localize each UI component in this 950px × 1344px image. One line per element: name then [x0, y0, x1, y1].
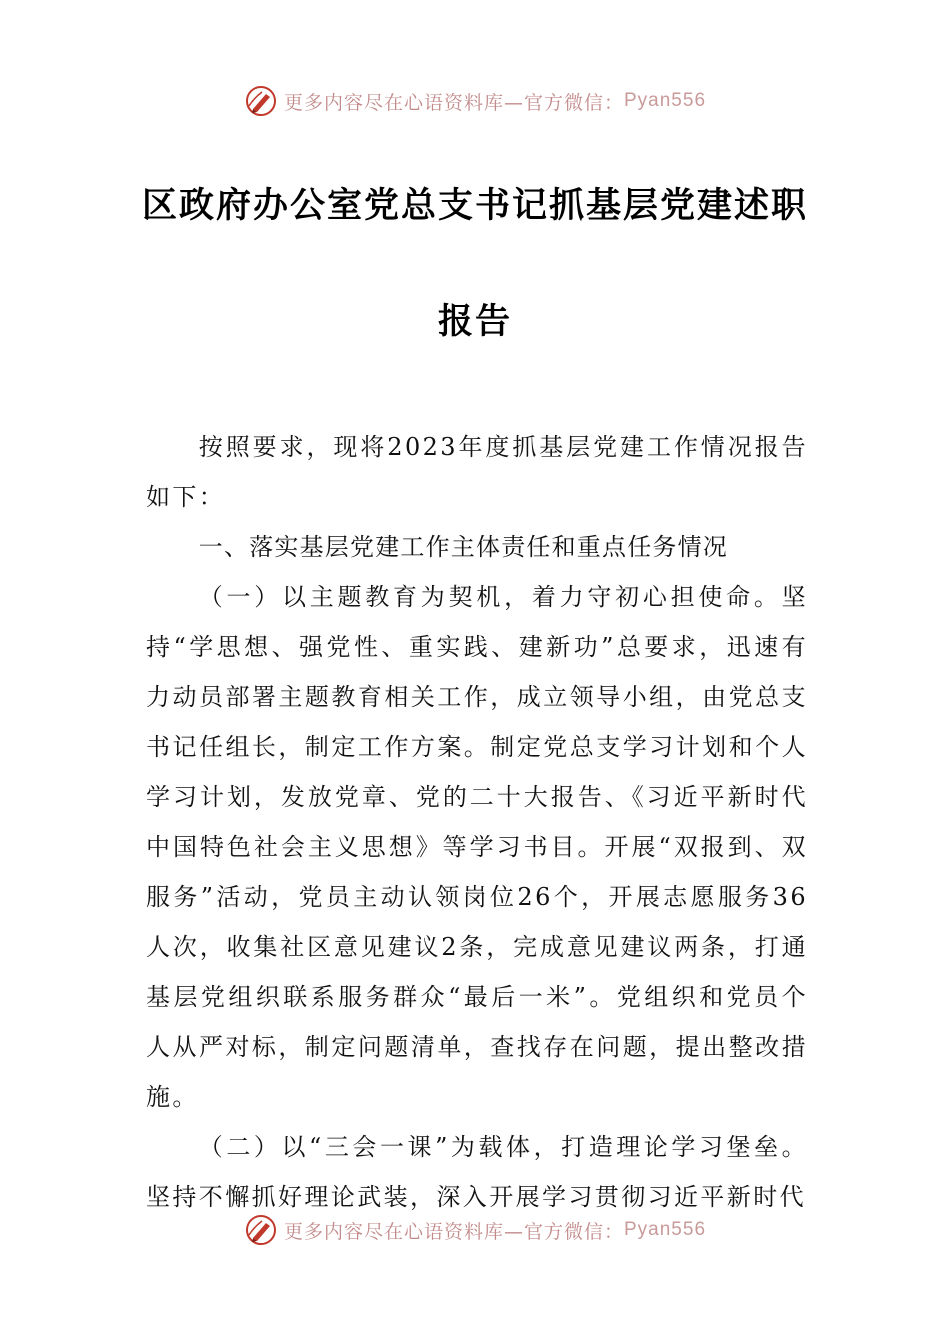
watermark-header: [0, 84, 950, 118]
document-body: [146, 422, 808, 1222]
document-title-line2: 报告: [437, 302, 512, 342]
watermark-wechat-id: Pyan556: [624, 1219, 707, 1240]
section-heading-1: 一、落实基层党建工作主体责任和重点任务情况: [198, 533, 728, 561]
paragraph-intro: 按照要求，现将2023年度抓基层党建工作情况报告如下：: [146, 433, 808, 511]
watermark-wechat-id: Pyan556: [624, 90, 707, 111]
paragraph-section-1-1: （一）以主题教育为契机，着力守初心担使命。坚持“学思想、强党性、重实践、建新功”总要求，迅速有力动员部署主题教育相关工作，成立领导小组，由党总支书记任组长，制定工作方案。制定党总支学习计划和个人学习计划，发放党章、党的二十大报告、《习近平新时代中国特色社会主义思想》等学习书目。开展“双报到、双服务”活动，党员主动认领岗位26个，开展志愿服务36人次，收集社区意见建议2条，完成意见建议两条，打通基层党组织联系服务群众“最后一米”。党组织和党员个人从严对标，制定问题清单，查找存在问题，提出整改措施。: [146, 583, 808, 1111]
document-title-line1: 区政府办公室党总支书记抓基层党建述职: [141, 186, 808, 226]
pen-logo-icon: [244, 84, 278, 118]
watermark-text: 更多内容尽在心语资料库—官方微信：: [283, 1220, 624, 1243]
paragraph-section-1-2: （二）以“三会一课”为载体，打造理论学习堡垒。坚持不懈抓好理论武装，深入开展学习贯彻习近平新时代: [146, 1133, 808, 1211]
watermark-text: 更多内容尽在心语资料库—官方微信：: [283, 91, 624, 114]
pen-logo-icon: [244, 1213, 278, 1247]
watermark-footer: [0, 1213, 950, 1247]
